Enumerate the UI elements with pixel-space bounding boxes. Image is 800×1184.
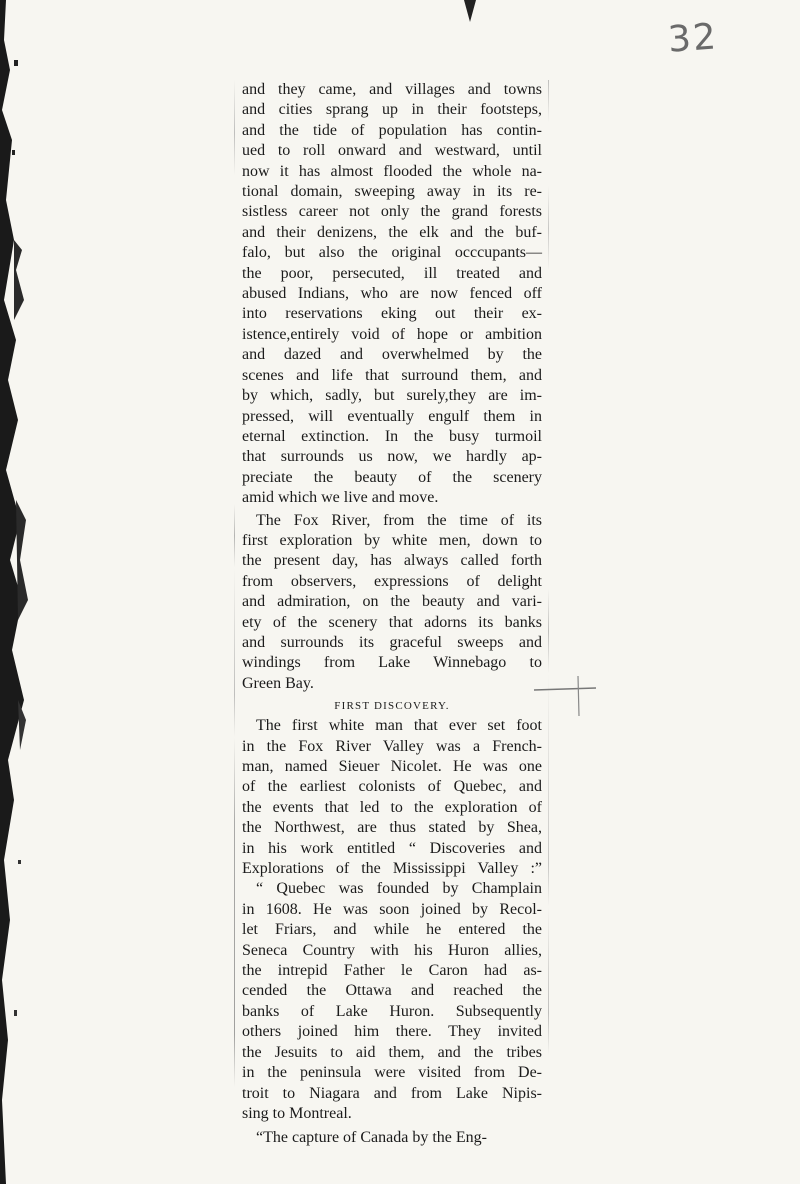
text-line: sistless career not only the grand forests	[242, 203, 542, 221]
text-line: The Fox River, from the time of its	[256, 511, 542, 529]
text-line: ued to roll onward and westward, until	[242, 142, 542, 160]
text-line: cended the Ottawa and reached the	[242, 982, 542, 1000]
text-line: the intrepid Father le Caron had as-	[242, 962, 542, 980]
text-line: preciate the beauty of the scenery	[242, 468, 542, 486]
article-column	[242, 80, 542, 1149]
text-line: in his work entitled “ Discoveries and	[242, 839, 542, 857]
text-line: and cities sprang up in their footsteps,	[242, 101, 542, 119]
text-line: banks of Lake Huron. Subsequently	[242, 1002, 542, 1020]
paragraph-4	[242, 879, 542, 1124]
text-line: troit to Niagara and from Lake Nipis-	[242, 1084, 542, 1102]
text-line: “The capture of Canada by the Eng-	[256, 1129, 488, 1147]
text-line: and they came, and villages and towns	[242, 81, 542, 98]
text-line: The first white man that ever set foot	[256, 717, 542, 735]
text-line: Explorations of the Mississippi Valley :”	[242, 860, 542, 878]
text-line: falo, but also the original occcupants—	[242, 244, 542, 262]
column-rule-left	[234, 80, 235, 1140]
text-line: sing to Montreal.	[242, 1104, 352, 1122]
text-line: in 1608. He was soon joined by Recol-	[242, 900, 542, 918]
paragraph-5	[242, 1128, 542, 1148]
text-line: Green Bay.	[242, 674, 314, 692]
text-line: the Northwest, are thus stated by Shea,	[242, 819, 542, 837]
section-heading: FIRST DISCOVERY.	[334, 700, 450, 713]
text-line: in the peninsula were visited from De-	[242, 1064, 542, 1082]
text-line: scenes and life that surround them, and	[242, 366, 542, 384]
text-line: in the Fox River Valley was a French-	[242, 737, 542, 755]
text-line: that surrounds us now, we hardly ap-	[242, 448, 542, 466]
text-line: abused Indians, who are now fenced off	[242, 285, 542, 303]
text-line: and dazed and overwhelmed by the	[242, 346, 542, 364]
text-line: Seneca Country with his Huron allies,	[242, 941, 542, 959]
torn-left-edge	[0, 0, 34, 1184]
text-line: amid which we live and move.	[242, 489, 439, 507]
text-line: istence,entirely void of hope or ambition	[242, 325, 542, 343]
text-line: the poor, persecuted, ill treated and	[242, 264, 542, 282]
text-line: windings from Lake Winnebago to	[242, 654, 542, 672]
text-line: and admiration, on the beauty and vari-	[242, 593, 542, 611]
text-line: first exploration by white men, down to	[242, 531, 542, 549]
text-line: of the earliest colonists of Quebec, and	[242, 778, 542, 796]
text-line: ety of the scenery that adorns its banks	[242, 613, 542, 631]
paragraph-3	[242, 716, 542, 879]
text-line: let Friars, and while he entered the	[242, 921, 542, 939]
text-line: eternal extinction. In the busy turmoil	[242, 427, 542, 445]
text-line: now it has almost flooded the whole na-	[242, 162, 542, 180]
text-line: the present day, has always called forth	[242, 552, 542, 570]
text-line: “ Quebec was founded by Champlain	[256, 880, 542, 898]
text-line: the Jesuits to aid them, and the tribes	[242, 1043, 542, 1061]
column-rule-right	[548, 80, 549, 1140]
text-line: tional domain, sweeping away in its re-	[242, 183, 542, 201]
paragraph-2	[242, 511, 542, 695]
text-line: man, named Sieuer Nicolet. He was one	[242, 758, 542, 775]
text-line: from observers, expressions of delight	[242, 572, 542, 590]
text-line: and the tide of population has contin-	[242, 121, 542, 139]
text-line: and their denizens, the elk and the buf-	[242, 223, 542, 241]
page-number: 32	[666, 16, 720, 61]
top-edge-mark	[462, 0, 482, 26]
text-line: others joined him there. They invited	[242, 1023, 542, 1041]
text-line: the events that led to the exploration of	[242, 798, 542, 816]
paragraph-1	[242, 80, 542, 509]
text-line: and surrounds its graceful sweeps and	[242, 633, 542, 651]
text-line: pressed, will eventually engulf them in	[242, 407, 542, 425]
text-line: by which, sadly, but surely,they are im-	[242, 387, 542, 405]
text-line: into reservations eking out their ex-	[242, 305, 542, 323]
